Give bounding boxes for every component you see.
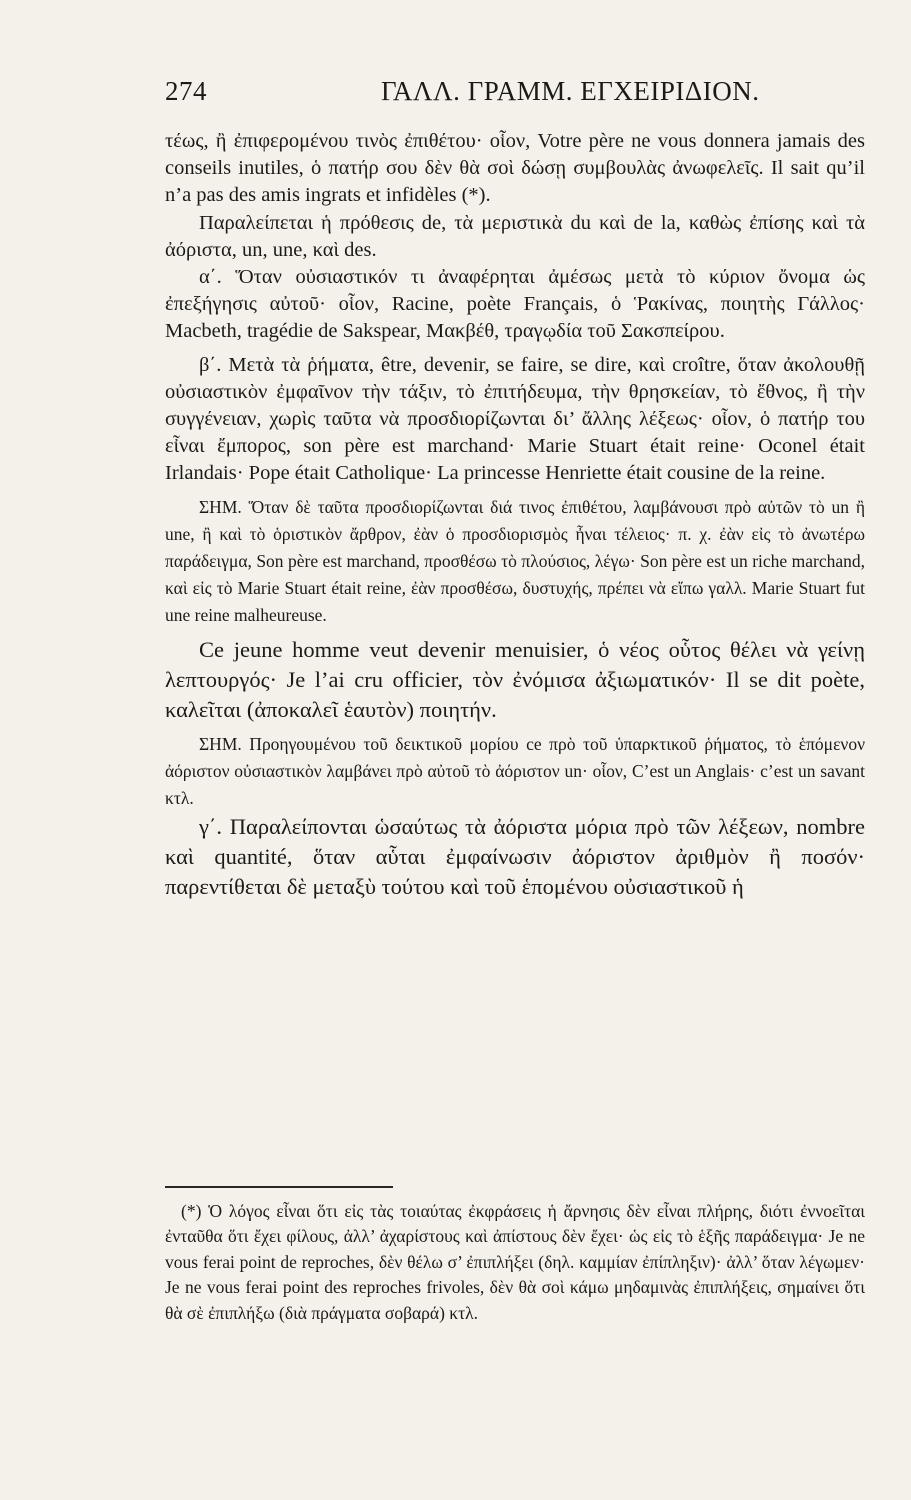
paragraph-continuation: τέως, ἢ ἐπιφερομένου τινὸς ἐπιθέτου· οἷον, Votre père ne vous donnera jamais des conseils inutiles, ὁ πατήρ σου δὲν θὰ σοὶ δώσῃ συμβουλὰς ἀνωφελεῖς. Il sait qu’il n’a pas des amis ingrats et infidèles (*). <box>165 130 865 207</box>
paragraph-rule-alpha: α΄. Ὅταν οὐσιαστικόν τι ἀναφέρηται ἀμέσως μετὰ τὸ κύριον ὄνομα ὡς ἐπεξήγησις αὐτοῦ· οἷον, Racine, poète Français, ὁ Ῥακίνας, ποιητὴς Γάλλος· Macbeth, tragédie de Sakspear, Μακβέθ, τραγῳδία τοῦ Σακσπείρου. <box>165 266 865 343</box>
page-number: 274 <box>165 76 207 106</box>
paragraph-rule-beta: β΄. Μετὰ τὰ ῥήματα, être, devenir, se faire, se dire, καὶ croître, ὅταν ἀκολουθῇ οὐσιαστικὸν ἐμφαῖνον τὴν τάξιν, τὸ ἐπιτήδευμα, τὴν θρησκείαν, τὸ ἔθνος, ἢ τὴν συγγένειαν, χωρὶς ταῦτα νὰ προσδιορίζωνται δι’ ἄλλης λέξεως· οἷον, ὁ πατήρ του εἶναι ἔμπορος, son père est marchand· Marie Stuart était reine· Oconel était Irlandais· Pope était Catholique· La princesse Henriette était cousine de la reine. <box>165 353 865 485</box>
main-text <box>165 128 865 902</box>
footnote-text: (*) Ὁ λόγος εἶναι ὅτι εἰς τὰς τοιαύτας ἐκφράσεις ἡ ἄρνησις δὲν εἶναι πλήρης, διότι ἐννοεῖται ἐνταῦθα ὅτι ἔχει φίλους, ἀλλ’ ἀχαρίστους καὶ ἀπίστους δὲν ἔχει· ὡς εἰς τὸ ἑξῆς παράδειγμα· Je ne vous ferai point de reproches, δὲν θέλω σ’ ἐπιπλήξει (δηλ. καμμίαν ἐπίπληξιν)· ἀλλ’ ὅταν λέγωμεν· Je ne vous ferai point des reproches frivoles, δὲν θὰ σοὶ κάμω μηδαμινὰς ἐπιπλήξεις, σημαίνει ὅτι θὰ σὲ ἐπιπλήξω (διὰ πράγματα σοβαρά) κτλ. <box>165 1201 865 1323</box>
paragraph-omission: Παραλείπεται ἡ πρόθεσις de, τὰ μεριστικὰ du καὶ de la, καθὼς ἐπίσης καὶ τὰ ἀόριστα, un, une, καὶ des. <box>165 211 865 261</box>
footnote <box>165 1199 865 1326</box>
page-header <box>165 76 865 116</box>
paragraph-note-1: ΣΗΜ. Ὅταν δὲ ταῦτα προσδιορίζωνται διά τινος ἐπιθέτου, λαμβάνουσι πρὸ αὐτῶν τὸ un ἢ une, ἢ καὶ τὸ ὁριστικὸν ἄρθρον, ἐὰν ὁ προσδιορισμὸς ἦναι τέλειος· π. χ. ἐὰν εἰς τὸ ἀνωτέρω παράδειγμα, Son père est marchand, προσθέσω τὸ πλούσιος, λέγω· Son père est un riche marchand, καὶ εἰς τὸ Marie Stuart était reine, ἐὰν προσθέσω, δυστυχής, πρέπει νὰ εἴπω γαλλ. Marie Stuart fut une reine malheureuse. <box>165 496 865 625</box>
paragraph-rule-gamma: γ΄. Παραλείπονται ὡσαύτως τὰ ἀόριστα μόρια πρὸ τῶν λέξεων, nombre καὶ quantité, ὅταν αὗται ἐμφαίνωσιν ἀόριστον ἀριθμὸν ἢ ποσόν· παρεντίθεται δὲ μεταξὺ τούτου καὶ τοῦ ἑπομένου οὐσιαστικοῦ ἡ <box>165 813 865 899</box>
paragraph-examples: Ce jeune homme veut devenir menuisier, ὁ νέος οὗτος θέλει νὰ γείνῃ λεπτουργός· Je l’ai cru officier, τὸν ἐνόμισα ἀξιωματικόν· Il se dit poète, καλεῖται (ἀποκαλεῖ ἑαυτὸν) ποιητήν. <box>165 636 865 722</box>
running-title: ΓΑΛΛ. ΓΡΑΜΜ. ΕΓΧΕΙΡΙΔΙΟΝ. <box>381 76 760 106</box>
paragraph-note-2: ΣΗΜ. Προηγουμένου τοῦ δεικτικοῦ μορίου ce πρὸ τοῦ ὑπαρκτικοῦ ῥήματος, τὸ ἑπόμενον ἀόριστον οὐσιαστικὸν λαμβάνει πρὸ αὐτοῦ τὸ ἀόριστον un· οἷον, C’est un Anglais· c’est un savant κτλ. <box>165 733 865 808</box>
footnote-divider <box>165 1186 393 1188</box>
